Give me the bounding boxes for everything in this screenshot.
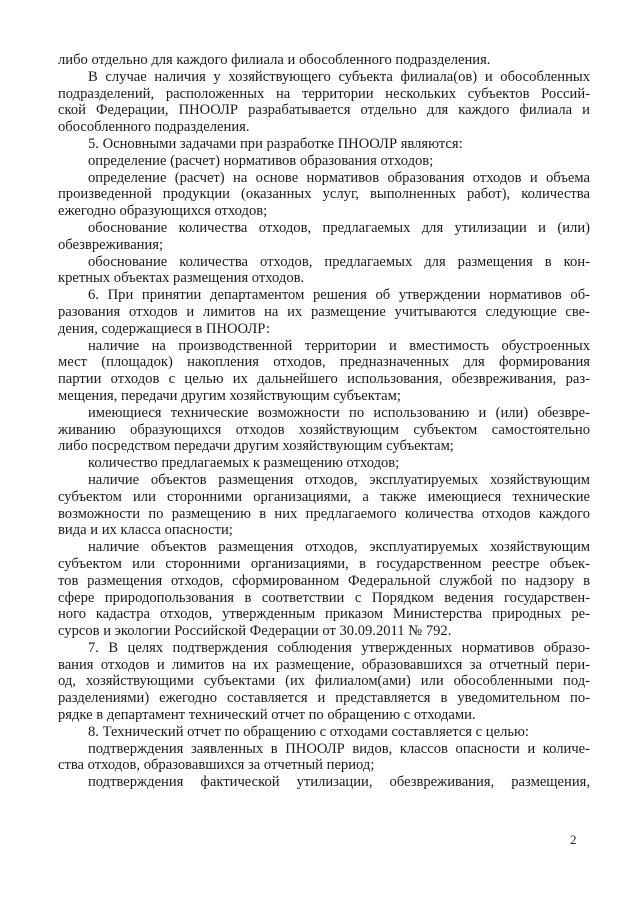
- text-line: рядке в департамент технический отчет по обращению с отходами.: [58, 707, 476, 724]
- text-line: од, хозяйствующими субъектами (их филиалом(ами) или обособленными под-: [58, 673, 590, 690]
- text-line: определение (расчет) нормативов образования отходов;: [88, 152, 434, 169]
- text-line: 8. Технический отчет по обращению с отходами составляется с целью:: [88, 723, 529, 740]
- text-line: разования отходов и лимитов на их размещение учитываются следующие све-: [58, 303, 590, 320]
- text-line: кретных объектах размещения отходов.: [58, 270, 305, 287]
- text-line: обоснование количества отходов, предлагаемых для размещения в кон-: [88, 253, 590, 270]
- text-line: обособленного подразделения.: [58, 119, 250, 136]
- document-body: [58, 52, 590, 791]
- text-line: партии отходов с целью их дальнейшего использования, обезвреживания, раз-: [58, 371, 590, 388]
- text-line: В случае наличия у хозяйствующего субъекта филиала(ов) и обособленных: [88, 68, 590, 85]
- text-line: ного кадастра отходов, утвержденным приказом Министерства природных ре-: [58, 606, 590, 623]
- text-line: 5. Основными задачами при разработке ПНООЛР являются:: [88, 135, 463, 152]
- text-line: живанию образующихся отходов хозяйствующим субъектом самостоятельно: [58, 421, 590, 438]
- text-line: произведенной продукции (оказанных услуг, выполненных работ), количества: [58, 186, 590, 203]
- text-line: 6. При принятии департаментом решения об утверждении нормативов об-: [88, 287, 590, 304]
- text-line: обезвреживания;: [58, 236, 164, 253]
- text-line: определение (расчет) на основе нормативов образования отходов и объема: [88, 169, 590, 186]
- text-line: обоснование количества отходов, предлагаемых для утилизации и (или): [88, 219, 590, 236]
- text-line: 7. В целях подтверждения соблюдения утвержденных нормативов образо-: [88, 639, 590, 656]
- text-line: субъектом или сторонними организациями, а также имеющиеся технические: [58, 488, 590, 505]
- text-line: вида и их класса опасности;: [58, 522, 233, 539]
- text-line: подтверждения фактической утилизации, обезвреживания, размещения,: [88, 774, 590, 791]
- text-line: либо отдельно для каждого филиала и обособленного подразделения.: [58, 52, 491, 68]
- text-line: имеющиеся технические возможности по использованию и (или) обезвре-: [88, 404, 590, 421]
- text-line: подтверждения заявленных в ПНООЛР видов, классов опасности и количе-: [88, 740, 590, 757]
- page-number: 2: [570, 832, 577, 847]
- text-line: мещения, передачи другим хозяйствующим субъектам;: [58, 387, 401, 404]
- text-line: дения, содержащиеся в ПНООЛР:: [58, 320, 270, 337]
- text-line: возможности по размещению в них предлагаемого количества отходов каждого: [58, 505, 590, 522]
- text-line: наличие объектов размещения отходов, эксплуатируемых хозяйствующим: [88, 539, 590, 556]
- text-line: вания отходов и лимитов на их размещение, образовавшихся за отчетный пери-: [58, 656, 590, 673]
- text-line: наличие на производственной территории и вместимость обустроенных: [88, 337, 590, 354]
- text-line: мест (площадок) накопления отходов, предназначенных для формирования: [58, 354, 590, 371]
- text-line: наличие объектов размещения отходов, эксплуатируемых хозяйствующим: [88, 471, 590, 488]
- text-line: тов размещения отходов, сформированном Федеральной службой по надзору в: [58, 572, 590, 589]
- text-line: либо посредством передачи другим хозяйствующим субъектам;: [58, 438, 454, 455]
- text-line: субъектом или сторонними организациями, в государственном реестре объек-: [58, 555, 590, 572]
- text-line: сфере природопользования в соответствии с Порядком ведения государствен-: [58, 589, 590, 606]
- text-line: подразделений, расположенных на территории нескольких субъектов Россий-: [58, 85, 590, 102]
- text-line: ской Федерации, ПНООЛР разрабатывается отдельно для каждого филиала и: [58, 102, 590, 119]
- text-line: разделениями) ежегодно составляется и представляется в уведомительном по-: [58, 690, 590, 707]
- text-line: ежегодно образующихся отходов;: [58, 203, 268, 220]
- text-line: ства отходов, образовавшихся за отчетный период;: [58, 757, 375, 774]
- text-line: количество предлагаемых к размещению отходов;: [88, 455, 400, 472]
- text-line: сурсов и экологии Российской Федерации от 30.09.2011 № 792.: [58, 623, 452, 640]
